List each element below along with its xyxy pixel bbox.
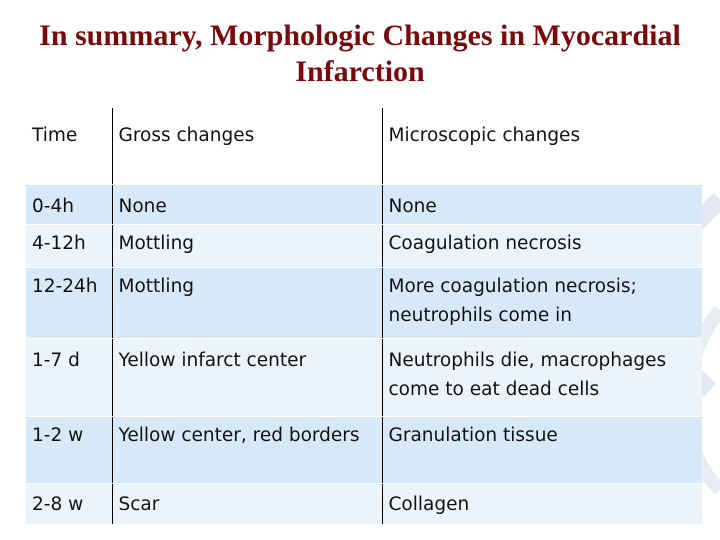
table-row: [26, 185, 702, 225]
cell-microscopic: Granulation tissue: [382, 417, 702, 484]
table-row: [26, 484, 702, 525]
cell-gross: None: [112, 185, 382, 225]
header-microscopic-changes: Microscopic changes: [382, 109, 702, 185]
cell-gross: Yellow center, red borders: [112, 417, 382, 484]
cell-microscopic: None: [382, 185, 702, 225]
table-row: [26, 417, 702, 484]
cell-time: 4-12h: [26, 225, 112, 268]
table-header-row: [26, 109, 702, 185]
cell-time: 1-2 w: [26, 417, 112, 484]
header-time: Time: [26, 109, 112, 185]
cell-microscopic: Collagen: [382, 484, 702, 525]
cell-time: 2-8 w: [26, 484, 112, 525]
cell-microscopic: Coagulation necrosis: [382, 225, 702, 268]
table-row: [26, 268, 702, 339]
mi-changes-table: [26, 108, 702, 525]
cell-gross: Yellow infarct center: [112, 339, 382, 417]
cell-microscopic: More coagulation necrosis; neutrophils come in: [382, 268, 702, 339]
table-row: [26, 339, 702, 417]
header-gross-changes: Gross changes: [112, 109, 382, 185]
cell-gross: Scar: [112, 484, 382, 525]
cell-time: 12-24h: [26, 268, 112, 339]
cell-time: 0-4h: [26, 185, 112, 225]
slide-title: In summary, Morphologic Changes in Myocardial Infarction: [39, 19, 681, 88]
cell-gross: Mottling: [112, 225, 382, 268]
cell-gross: Mottling: [112, 268, 382, 339]
cell-microscopic: Neutrophils die, macrophages come to eat dead cells: [382, 339, 702, 417]
cell-time: 1-7 d: [26, 339, 112, 417]
table-row: [26, 225, 702, 268]
